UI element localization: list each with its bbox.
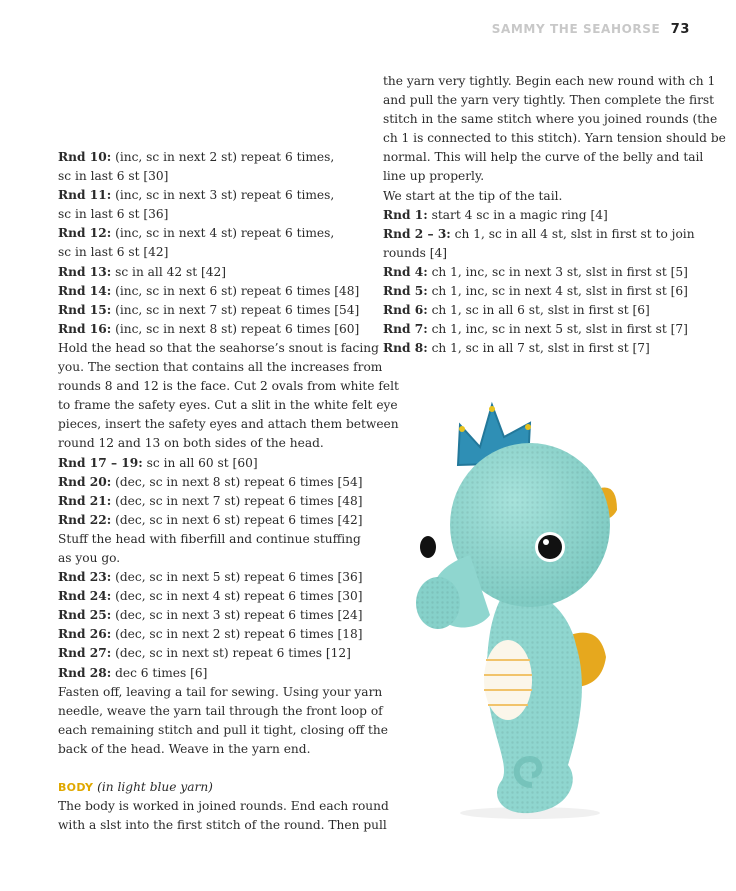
eye-left bbox=[420, 536, 436, 558]
round-instruction-line bbox=[383, 339, 726, 358]
round-label: Rnd 27: bbox=[58, 646, 112, 661]
line-text: (dec, sc in next 7 st) repeat 6 times [48] bbox=[111, 493, 363, 508]
round-label: Rnd 15: bbox=[58, 302, 112, 317]
round-instruction-line bbox=[58, 186, 399, 205]
round-label: Rnd 16: bbox=[58, 321, 112, 336]
round-instruction-line bbox=[58, 320, 399, 339]
line-text: line up properly. bbox=[383, 169, 485, 184]
text-line bbox=[58, 702, 399, 721]
text-line bbox=[58, 396, 399, 415]
text-line bbox=[383, 167, 726, 186]
round-label: Rnd 26: bbox=[58, 627, 112, 642]
round-instruction-line bbox=[58, 148, 399, 167]
text-line bbox=[58, 358, 399, 377]
round-label: Rnd 12: bbox=[58, 226, 112, 241]
line-text: Fasten off, leaving a tail for sewing. Using your yarn bbox=[58, 684, 383, 699]
round-instruction-line bbox=[383, 301, 726, 320]
line-text: the yarn very tightly. Begin each new round with ch 1 bbox=[383, 74, 716, 88]
round-label: Rnd 23: bbox=[58, 570, 112, 585]
line-text: dec 6 times [6] bbox=[111, 665, 208, 680]
left-column bbox=[58, 148, 399, 835]
line-text: (inc, sc in next 8 st) repeat 6 times [60] bbox=[111, 321, 360, 336]
round-label: Rnd 22: bbox=[58, 512, 112, 527]
round-label: Rnd 14: bbox=[58, 283, 112, 298]
line-text: ch 1, sc in all 4 st, slst in first st to join bbox=[450, 226, 695, 241]
round-instruction-line bbox=[58, 568, 399, 587]
line-text: (dec, sc in next 8 st) repeat 6 times [54] bbox=[111, 474, 363, 489]
text-line bbox=[58, 243, 399, 262]
round-instruction-line bbox=[58, 664, 399, 683]
line-text: stitch in the same stitch where you joined rounds (the bbox=[383, 112, 718, 127]
running-title: SAMMY THE SEAHORSE bbox=[491, 22, 661, 36]
text-line bbox=[383, 91, 726, 110]
text-line bbox=[58, 377, 399, 396]
round-instruction-line bbox=[58, 301, 399, 320]
text-line bbox=[383, 148, 726, 167]
text-line bbox=[383, 110, 726, 129]
line-text: Stuff the head with fiberfill and continue stuffing bbox=[58, 531, 361, 546]
line-text: rounds 8 and 12 is the face. Cut 2 ovals from white felt bbox=[58, 379, 399, 394]
text-line bbox=[58, 530, 399, 549]
line-text: (dec, sc in next 3 st) repeat 6 times [24] bbox=[111, 608, 363, 623]
line-text: We start at the tip of the tail. bbox=[383, 188, 563, 203]
body-section-heading bbox=[58, 778, 399, 797]
line-text: (dec, sc in next 4 st) repeat 6 times [30] bbox=[111, 589, 363, 604]
round-instruction-line bbox=[58, 511, 399, 530]
line-text: ch 1, sc in all 7 st, slst in first st [7] bbox=[427, 341, 650, 356]
round-instruction-line bbox=[58, 473, 399, 492]
line-text: ch 1, sc in all 6 st, slst in first st [6] bbox=[427, 303, 650, 318]
page-number: 73 bbox=[670, 22, 690, 37]
body-text-line: The body is worked in joined rounds. End each round bbox=[58, 799, 389, 814]
line-text: back of the head. Weave in the yarn end. bbox=[58, 741, 311, 756]
round-label: Rnd 13: bbox=[58, 264, 112, 279]
round-instruction-line bbox=[58, 492, 399, 511]
round-label: Rnd 10: bbox=[58, 150, 112, 164]
text-line bbox=[383, 72, 726, 91]
right-column-lines bbox=[383, 72, 726, 358]
round-instruction-line bbox=[58, 282, 399, 301]
line-text: ch 1 is connected to this stitch). Yarn tension should be bbox=[383, 131, 726, 146]
line-text: (dec, sc in next 5 st) repeat 6 times [36] bbox=[111, 570, 363, 585]
text-line bbox=[58, 205, 399, 224]
line-text: (dec, sc in next 6 st) repeat 6 times [42] bbox=[111, 512, 363, 527]
line-text: sc in last 6 st [42] bbox=[58, 245, 169, 260]
round-label: Rnd 20: bbox=[58, 474, 112, 489]
line-text: as you go. bbox=[58, 550, 121, 565]
round-label: Rnd 25: bbox=[58, 608, 112, 623]
line-text: (inc, sc in next 6 st) repeat 6 times [48] bbox=[111, 283, 360, 298]
line-text: ch 1, inc, sc in next 4 st, slst in first st [6] bbox=[427, 284, 688, 299]
seahorse-photo bbox=[400, 385, 690, 825]
round-instruction-line bbox=[383, 282, 726, 301]
text-line bbox=[58, 415, 399, 434]
line-text: to frame the safety eyes. Cut a slit in the white felt eye bbox=[58, 398, 398, 413]
right-column bbox=[383, 72, 726, 358]
round-label: Rnd 17 – 19: bbox=[58, 455, 143, 470]
round-instruction-line bbox=[58, 644, 399, 663]
round-label: Rnd 1: bbox=[383, 207, 428, 222]
text-line bbox=[383, 129, 726, 148]
round-label: Rnd 11: bbox=[58, 188, 112, 203]
left-column-lines bbox=[58, 148, 399, 759]
eye-right bbox=[535, 532, 565, 562]
line-text: (dec, sc in next st) repeat 6 times [12] bbox=[111, 646, 351, 661]
round-instruction-line bbox=[58, 606, 399, 625]
round-instruction-line bbox=[58, 224, 399, 243]
line-text: sc in all 42 st [42] bbox=[111, 264, 227, 279]
round-label: Rnd 24: bbox=[58, 589, 112, 604]
text-line bbox=[58, 549, 399, 568]
round-label: Rnd 2 – 3: bbox=[383, 226, 451, 241]
body-text-line: with a slst into the first stitch of the round. Then pull bbox=[58, 818, 387, 833]
text-line bbox=[58, 339, 399, 358]
line-text: sc in last 6 st [30] bbox=[58, 169, 169, 184]
running-header bbox=[492, 22, 690, 37]
line-text: rounds [4] bbox=[383, 245, 448, 260]
round-instruction-line bbox=[383, 320, 726, 339]
round-label: Rnd 5: bbox=[383, 284, 428, 299]
body-section-subtitle: (in light blue yarn) bbox=[93, 780, 213, 794]
line-text: sc in last 6 st [36] bbox=[58, 207, 169, 222]
round-instruction-line bbox=[58, 587, 399, 606]
round-instruction-line bbox=[383, 225, 726, 244]
line-text: each remaining stitch and pull it tight, closing off the bbox=[58, 722, 388, 737]
text-line bbox=[383, 244, 726, 263]
round-instruction-line bbox=[383, 263, 726, 282]
line-text: (inc, sc in next 4 st) repeat 6 times, bbox=[111, 226, 335, 241]
round-label: Rnd 21: bbox=[58, 493, 112, 508]
line-text: round 12 and 13 on both sides of the head. bbox=[58, 436, 324, 451]
line-text: ch 1, inc, sc in next 3 st, slst in first st [5] bbox=[427, 264, 688, 279]
round-label: Rnd 8: bbox=[383, 341, 428, 356]
line-text: normal. This will help the curve of the belly and tail bbox=[383, 150, 704, 165]
round-instruction-line bbox=[58, 625, 399, 644]
round-instruction-line bbox=[58, 263, 399, 282]
text-line bbox=[58, 740, 399, 759]
body-section-title: BODY bbox=[58, 781, 94, 794]
text-line bbox=[58, 167, 399, 186]
line-text: (inc, sc in next 3 st) repeat 6 times, bbox=[111, 188, 335, 203]
line-text: needle, weave the yarn tail through the front loop of bbox=[58, 703, 383, 718]
round-label: Rnd 4: bbox=[383, 264, 428, 279]
text-line bbox=[383, 187, 726, 206]
line-text: ch 1, inc, sc in next 5 st, slst in first st [7] bbox=[427, 322, 688, 337]
text-line bbox=[58, 721, 399, 740]
round-label: Rnd 6: bbox=[383, 303, 428, 318]
line-text: Hold the head so that the seahorse’s snout is facing bbox=[58, 340, 379, 355]
round-label: Rnd 7: bbox=[383, 322, 428, 337]
line-text: pieces, insert the safety eyes and attach them between bbox=[58, 417, 399, 432]
line-text: you. The section that contains all the increases from bbox=[58, 360, 383, 375]
round-instruction-line bbox=[58, 454, 399, 473]
belly bbox=[484, 640, 532, 720]
round-label: Rnd 28: bbox=[58, 665, 112, 680]
body-section bbox=[58, 778, 399, 835]
line-text: (inc, sc in next 7 st) repeat 6 times [54] bbox=[111, 302, 360, 317]
line-text: (dec, sc in next 2 st) repeat 6 times [18] bbox=[111, 627, 363, 642]
line-text: and pull the yarn very tightly. Then complete the first bbox=[383, 93, 715, 108]
text-line bbox=[58, 683, 399, 702]
round-instruction-line bbox=[383, 206, 726, 225]
text-line bbox=[58, 434, 399, 453]
line-text: sc in all 60 st [60] bbox=[142, 455, 258, 470]
line-text: start 4 sc in a magic ring [4] bbox=[427, 207, 608, 222]
line-text: (inc, sc in next 2 st) repeat 6 times, bbox=[111, 150, 335, 164]
